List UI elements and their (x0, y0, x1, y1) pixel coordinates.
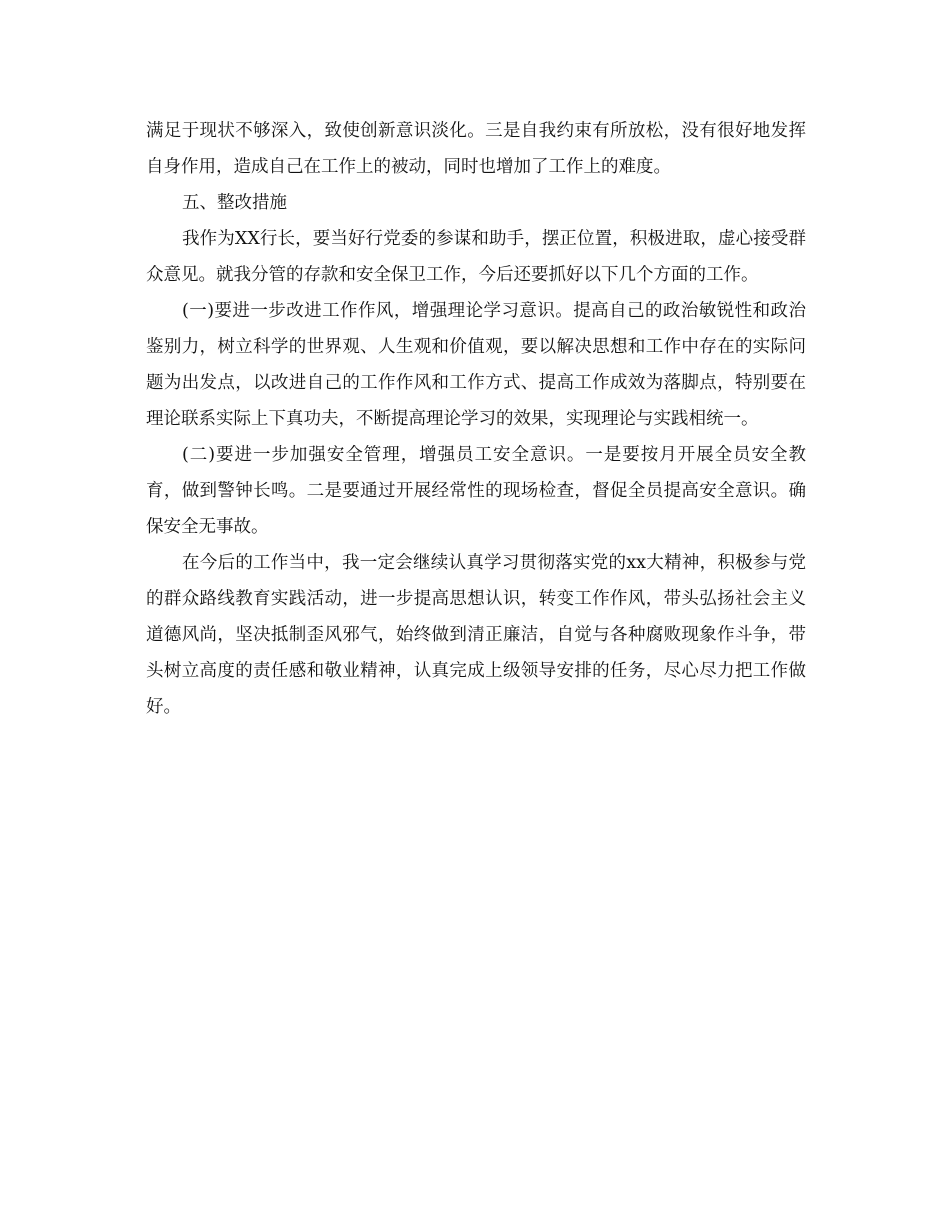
paragraph-item-two: (二)要进一步加强安全管理，增强员工安全意识。一是要按月开展全员安全教育，做到警钟长鸣。二是要通过开展经常性的现场检查，督促全员提高安全意识。确保安全无事故。 (146, 445, 806, 537)
paragraph-conclusion: 在今后的工作当中，我一定会继续认真学习贯彻落实党的xx大精神，积极参与党的群众路线教育实践活动，进一步提高思想认识，转变工作作风，带头弘扬社会主义道德风尚，坚决抵制歪风邪气，始终做到清正廉洁，自觉与各种腐败现象作斗争，带头树立高度的责任感和敬业精神，认真完成上级领导安排的任务，尽心尽力把工作做好。 (146, 553, 806, 717)
paragraph-item-one: (一)要进一步改进工作作风，增强理论学习意识。提高自己的政治敏锐性和政治鉴别力，树立科学的世界观、人生观和价值观，要以解决思想和工作中存在的实际问题为出发点，以改进自己的工作作风和工作方式、提高工作成效为落脚点，特别要在理论联系实际上下真功夫，不断提高理论学习的效果，实现理论与实践相统一。 (146, 301, 806, 429)
document-body (146, 113, 806, 725)
paragraph-role: 我作为XX行长，要当好行党委的参谋和助手，摆正位置，积极进取，虚心接受群众意见。就我分管的存款和安全保卫工作，今后还要抓好以下几个方面的工作。 (146, 229, 806, 285)
paragraph-continuation: 满足于现状不够深入，致使创新意识淡化。三是自我约束有所放松，没有很好地发挥自身作用，造成自己在工作上的被动，同时也增加了工作上的难度。 (146, 121, 806, 177)
section-heading-rectification: 五、整改措施 (182, 193, 287, 213)
